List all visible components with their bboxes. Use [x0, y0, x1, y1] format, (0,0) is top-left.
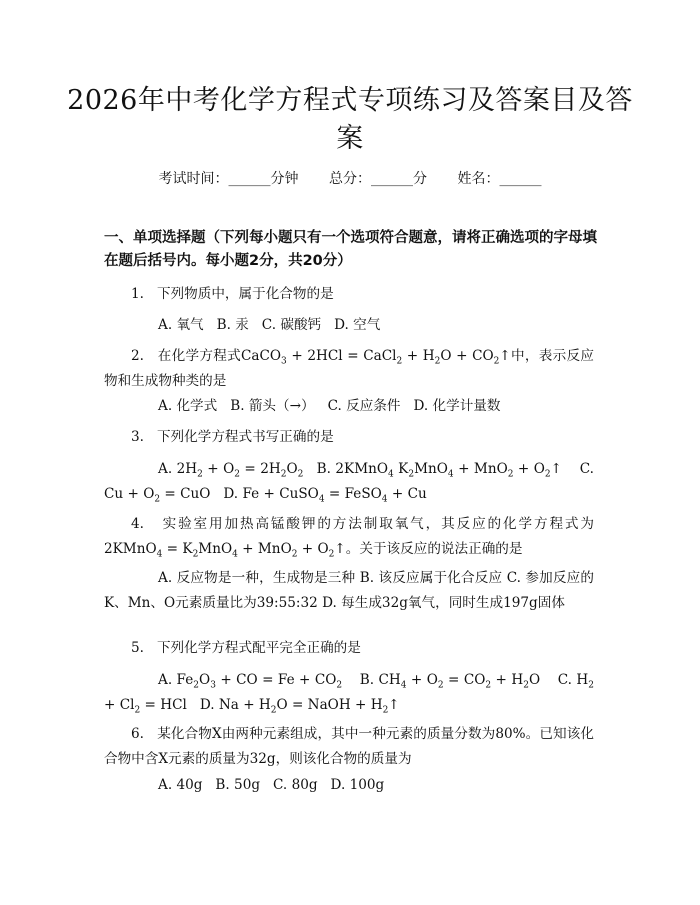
question-number: 1.: [131, 286, 144, 302]
option-a: A. $Fe_2O_3$ + CO = $Fe + CO_2$: [158, 672, 343, 691]
question-number: 4.: [131, 516, 144, 532]
name-label: 姓名：: [457, 171, 500, 187]
question-stem-text: ↑中，表示反应物和生成物种类的是: [104, 348, 594, 389]
question-2: [104, 344, 594, 394]
exam-time-blank: ______: [228, 171, 271, 187]
option-d: D. $Na + H_2O$ = NaOH + $H_2↑$: [199, 697, 400, 716]
option-c: C. $Cu + O_2$ = CuO: [104, 461, 594, 505]
question-stem: 下列物质中，属于化合物的是: [156, 286, 334, 302]
document-title: 2026年中考化学方程式专项练习及答案目及答案: [67, 85, 633, 154]
question-stem-text: + 2HCl = CaCl: [286, 348, 397, 364]
question-number: 6.: [131, 726, 144, 742]
question-1-options: A. 氧气 B. 汞 C. 碳酸钙 D. 空气: [158, 317, 381, 333]
subscript: 2: [396, 356, 403, 367]
question-4: 4. 实验室用加热高锰酸钾的方法制取氧气，其反应的化学方程式为2KMnO$_4$ = $K_2MnO_4 + MnO_2$ + $O_2↑$。关于该反应的说法正确的是: [104, 516, 594, 560]
question-4-options: A. 反应物是一种，生成物是三种 B. 该反应属于化合反应 C. 参加反应的K、Mn、O元素质量比为39:55:32 D. 每生成32g氧气，同时生成197g固体: [104, 570, 594, 611]
question-number: 3.: [131, 429, 144, 445]
exam-time-label: 考试时间：: [158, 171, 229, 187]
question-number: 5.: [131, 640, 144, 656]
total-score-label: 总分：: [329, 171, 371, 187]
question-stem-text: + H: [402, 348, 435, 364]
question-stem: 下列化学方程式书写正确的是: [156, 429, 334, 445]
question-3-options: [104, 457, 594, 507]
question-5: [104, 636, 594, 661]
question-1: [104, 282, 594, 307]
question-stem-text: 在化学方程式CaCO: [157, 348, 282, 364]
question-stem: 下列化学方程式配平完全正确的是: [156, 640, 361, 656]
total-score-unit: 分: [413, 171, 427, 187]
option-b: B. 2KMnO$_4$ $K_2MnO_4 + MnO_2$ + $O_2↑$: [316, 461, 562, 480]
section-heading: 一、单项选择题（下列每小题只有一个选项符合题意，请将正确选项的字母填在题后括号内。每小题2分，共20分）: [104, 230, 597, 269]
subscript: 2: [493, 356, 500, 367]
question-6: [104, 722, 594, 772]
question-3: [104, 425, 594, 450]
option-d: D. Fe + CuSO$_4$ = FeSO$_4$ + Cu: [223, 486, 427, 505]
question-stem-text: O + CO: [440, 348, 494, 364]
name-blank: ______: [499, 171, 542, 187]
option-a: A. $2H_2 + O_2 = 2H_2O_2$: [158, 461, 304, 480]
option-b: B. $CH_4 + O_2 = CO_2 + H_2O$: [359, 672, 541, 691]
exam-time-unit: 分钟: [270, 171, 299, 187]
option-c: C. $H_2 + Cl_2$ = HCl: [104, 672, 594, 716]
question-number: 2.: [131, 348, 144, 364]
question-2-options: A. 化学式 B. 箭头（→） C. 反应条件 D. 化学计量数: [158, 398, 501, 414]
total-score-blank: ______: [371, 171, 413, 187]
question-stem: 某化合物X由两种元素组成，其中一种元素的质量分数为80%。已知该化合物中含X元素的质量为32g，则该化合物的质量为: [104, 726, 594, 767]
exam-info-line: [0, 168, 700, 188]
subscript: 2: [434, 356, 441, 367]
question-6-options: A. 40g B. 50g C. 80g D. 100g: [158, 777, 385, 793]
question-5-options: [104, 668, 594, 718]
subscript: 3: [281, 356, 287, 367]
